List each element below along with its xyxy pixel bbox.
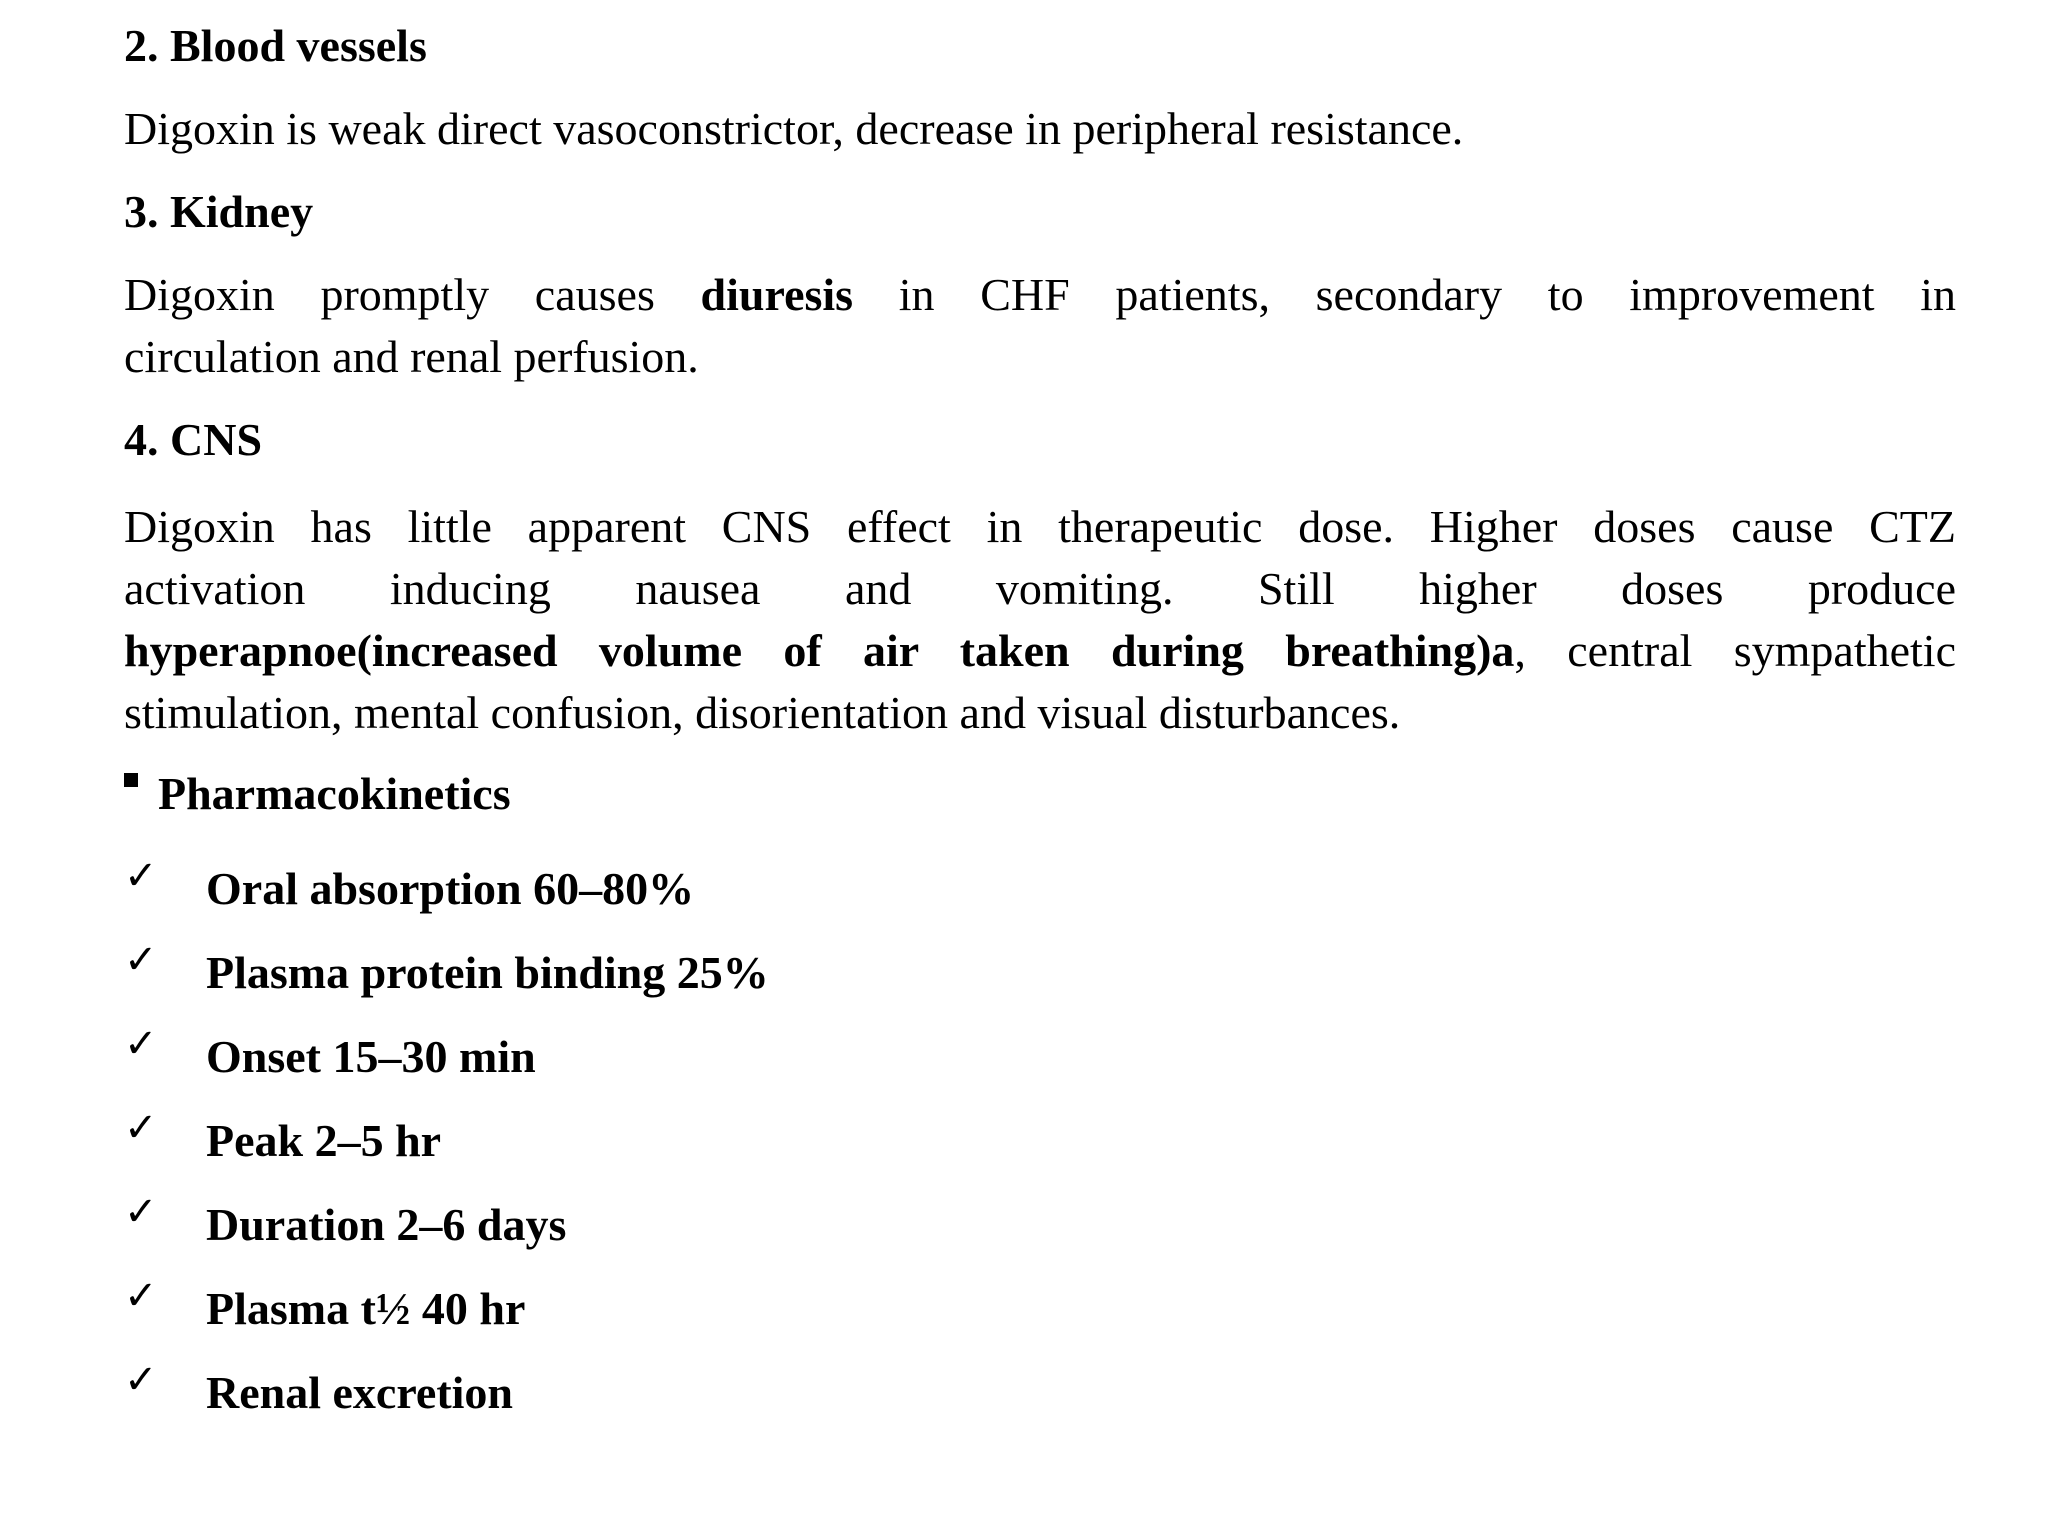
paragraph-cns-line-1: Digoxin has little apparent CNS effect in therapeutic dose. Higher doses cause CTZ: [124, 501, 1956, 552]
heading-kidney: 3. Kidney: [124, 186, 314, 237]
list-item-text: Plasma protein binding 25%: [206, 946, 769, 998]
list-item-text: Peak 2–5 hr: [206, 1114, 442, 1166]
list-item: [124, 846, 769, 930]
checkmark-icon: ✓: [124, 1189, 158, 1235]
paragraph-cns-line-3: hyperapnoe(increased volume of air taken during breathing)a, central sympathetic: [124, 625, 1957, 676]
list-item-text: Duration 2–6 days: [206, 1198, 567, 1250]
square-bullet-icon: [124, 773, 138, 787]
paragraph-cns-line-2: activation inducing nausea and vomiting. Still higher doses produce: [124, 563, 1956, 614]
pharmacokinetics-checklist: [124, 846, 769, 1434]
checkmark-icon: ✓: [124, 1021, 158, 1067]
paragraph-cns-line-4: stimulation, mental confusion, disorientation and visual disturbances.: [124, 687, 1401, 738]
heading-pharmacokinetics: Pharmacokinetics: [158, 768, 511, 819]
list-item: [124, 1182, 769, 1266]
paragraph-kidney-line-2: circulation and renal perfusion.: [124, 331, 699, 382]
checkmark-icon: ✓: [124, 937, 158, 983]
list-item-text: Onset 15–30 min: [206, 1030, 536, 1082]
checkmark-icon: ✓: [124, 1357, 158, 1403]
list-item: [124, 1350, 769, 1434]
paragraph-cns: [124, 496, 1956, 744]
heading-cns: 4. CNS: [124, 414, 263, 465]
list-item: [124, 930, 769, 1014]
emphasis-diuresis: diuresis: [700, 269, 854, 320]
list-item-text: Oral absorption 60–80%: [206, 862, 695, 914]
list-item: [124, 1014, 769, 1098]
paragraph-blood-vessels: Digoxin is weak direct vasoconstrictor, decrease in peripheral resistance.: [124, 103, 1464, 154]
list-item: [124, 1266, 769, 1350]
checkmark-icon: ✓: [124, 853, 158, 899]
heading-blood-vessels: 2. Blood vessels: [124, 20, 427, 71]
paragraph-kidney: [124, 264, 1956, 388]
pharmacokinetics-heading-row: [124, 764, 511, 824]
list-item: [124, 1098, 769, 1182]
emphasis-hyperapnoe: hyperapnoe(increased volume of air taken during breathing)a: [124, 625, 1515, 676]
checkmark-icon: ✓: [124, 1105, 158, 1151]
list-item-text: Plasma t½ 40 hr: [206, 1282, 526, 1334]
list-item-text: Renal excretion: [206, 1366, 514, 1418]
paragraph-kidney-line-1: Digoxin promptly causes diuresis in CHF patients, secondary to improvement in: [124, 269, 1956, 320]
checkmark-icon: ✓: [124, 1273, 158, 1319]
